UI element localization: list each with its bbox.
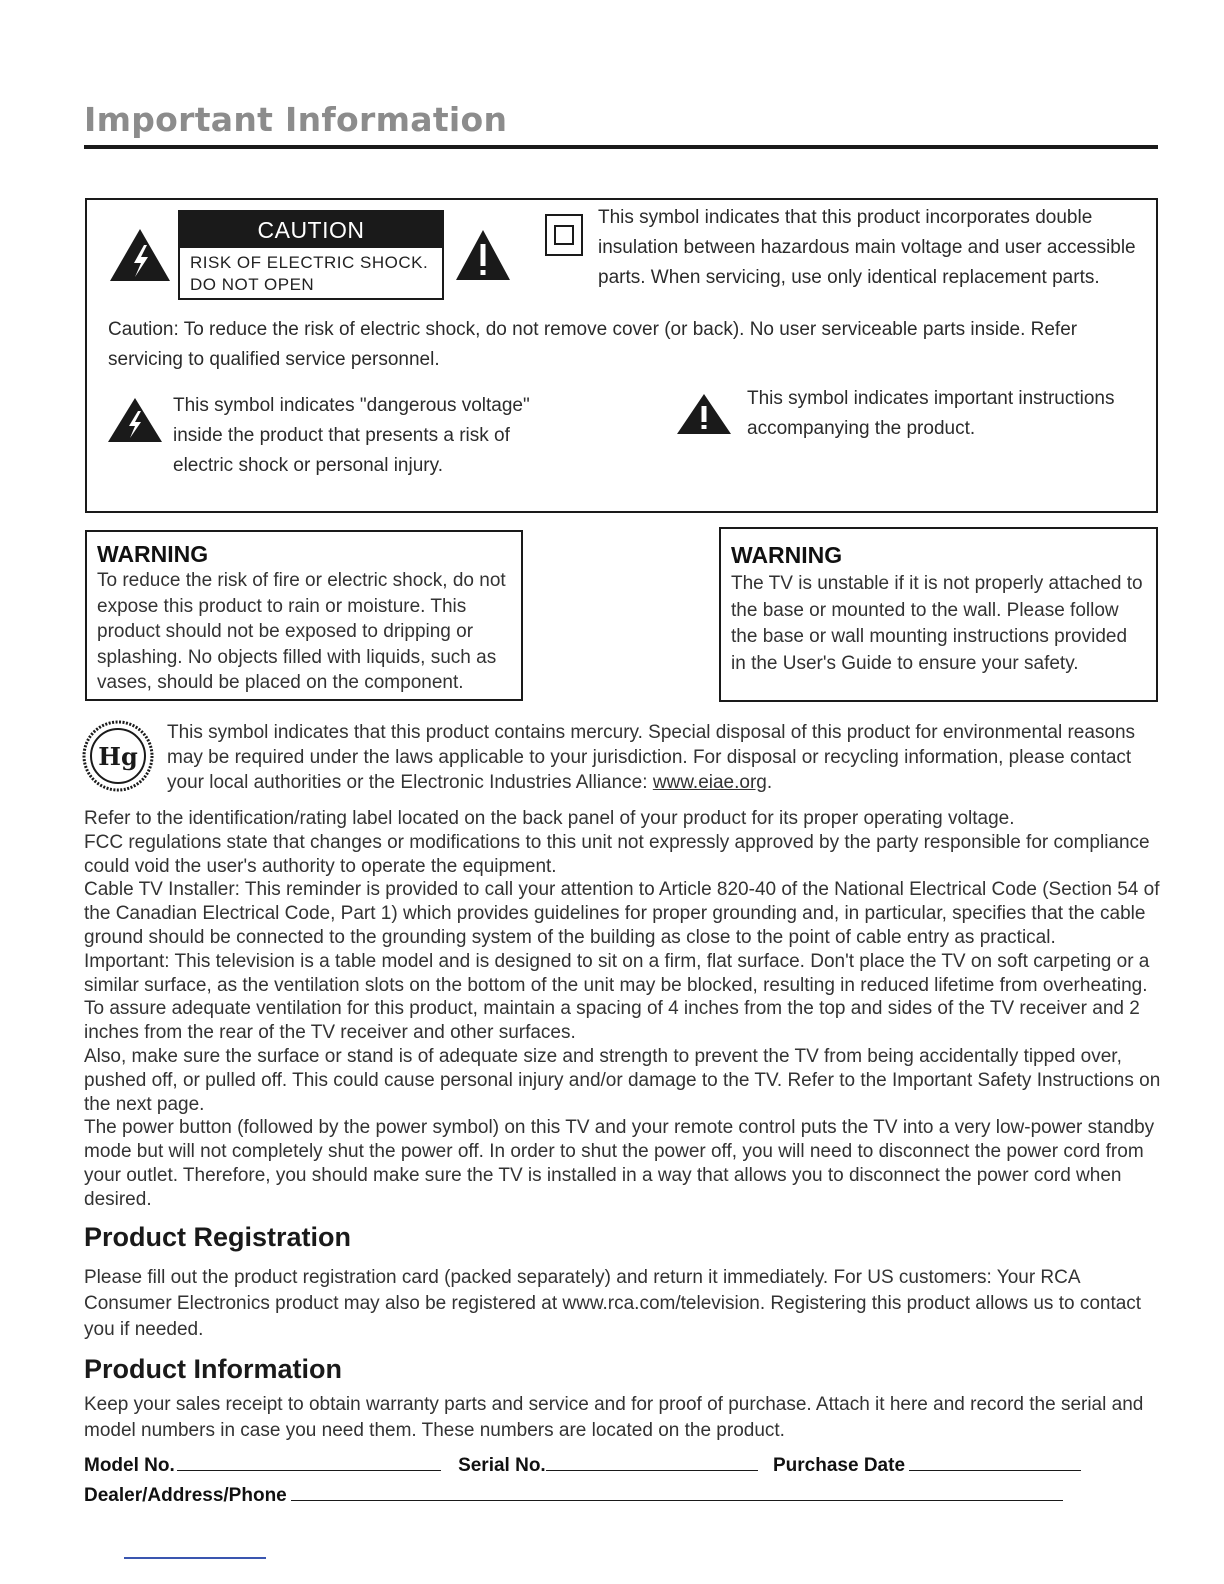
warning-title: WARNING [731,542,843,568]
caution-text: Caution: To reduce the risk of electric shock, do not remove cover (or back). No user serviceable parts inside. Refer servicing to qualified service personnel. [108,319,1078,370]
warning-box-right [719,527,1158,702]
lightning-warning-icon [108,227,172,283]
double-insulation-icon [545,214,583,256]
model-label: Model No. [84,1455,175,1476]
dealer-label: Dealer/Address/Phone [84,1485,287,1506]
lightning-warning-icon [107,397,163,443]
warning-body: The TV is unstable if it is not properly attached to the base or mounted to the wall. Please follow the base or wall mounting instructions provided in the User's Guide to ensure your safety. [731,573,1143,674]
paragraph: Refer to the identification/rating label located on the back panel of your product for its proper operating voltage. [84,808,1015,829]
caution-label-head: CAUTION [180,212,442,248]
caution-label [178,210,444,300]
information-text: Keep your sales receipt to obtain warranty parts and service and for proof of purchase. Attach it here and record the serial and model numbers in case you need them. These numbers are located on the product. [84,1394,1144,1441]
paragraph: Cable TV Installer: This reminder is provided to call your attention to Article 820-40 of the National Electrical Code (Section 54 of the Canadian Electrical Code, Part 1) which provides guidelines for proper grounding and, in particular, specifies that the cable ground should be connected to the grounding system of the building as close to the point of cable entry as practical. [84,879,1160,948]
warning-box-left [85,530,523,701]
caution-label-line-1: RISK OF ELECTRIC SHOCK. [190,253,429,272]
warning-title: WARNING [97,541,209,567]
serial-label: Serial No. [458,1455,546,1476]
dealer-field[interactable] [291,1483,1063,1501]
paragraph: FCC regulations state that changes or modifications to this unit not expressly approved by the party responsible for compliance could void the user's authority to operate the equipment. [84,831,1150,877]
body-paragraphs [84,807,1164,1212]
paragraph: Also, make sure the surface or stand is of adequate size and strength to prevent the TV from being accidentally tipped over, pushed off, or pulled off. This could cause personal injury and/or damage to the TV. Refer to the Important Safety Instructions on the next page. [84,1045,1161,1115]
caution-label-line-2: DO NOT OPEN [190,275,315,294]
dangerous-voltage-text: This symbol indicates "dangerous voltage" inside the product that presents a risk of electric shock or personal injury. [173,395,530,476]
information-heading: Product Information [84,1354,342,1384]
eiae-link[interactable]: www.eiae.org [652,772,767,793]
paragraph: Important: This television is a table model and is designed to sit on a firm, flat surface. Don't place the TV on soft carpeting or a similar surface, as the ventilation slots on the bottom of the unit may be blocked, resulting in reduced lifetime from overheating. To assure adequate ventilation for this product, maintain a spacing of 4 inches from the top and sides of the TV receiver and 2 inches from the rear of the TV receiver and other surfaces. [84,950,1150,1044]
important-instructions-text: This symbol indicates important instructions accompanying the product. [747,388,1115,439]
record-fields-row [84,1453,1081,1477]
footer-rule [124,1557,266,1559]
registration-text: Please fill out the product registration card (packed separately) and return it immediately. For US customers: Your RCA Consumer Electronics product may also be registered at www.rca.com/television. Registering this product allows us to contact you if needed. [84,1267,1142,1340]
paragraph: The power button (followed by the power symbol) on this TV and your remote control puts the TV into a very low-power standby mode but will not completely shut the power off. In order to shut the power off, you will need to disconnect the power cord from your outlet. Therefore, you should make sure the TV is installed in a way that allows you to disconnect the power cord when desired. [84,1117,1155,1210]
page-title: Important Information [84,100,508,139]
mercury-hg-icon [80,718,156,794]
mercury-description: This symbol indicates that this product contains mercury. Special disposal of this product for environmental reasons may be required under the laws applicable to your jurisdiction. For disposal or recycling information, please contact your local authorities or the Electronic Industries Alliance: [167,722,1136,793]
dealer-row [84,1483,1063,1507]
mercury-link-suffix: . [766,772,773,793]
registration-heading: Product Registration [84,1222,352,1252]
serial-field[interactable] [546,1453,758,1471]
double-insulation-text: This symbol indicates that this product incorporates double insulation between hazardous main voltage and user accessible parts. When servicing, use only identical replacement parts. [598,207,1136,288]
mercury-text [167,720,1162,795]
exclamation-warning-icon [676,393,732,435]
title-rule [84,145,1158,149]
exclamation-warning-icon [454,228,512,282]
purchase-date-field[interactable] [909,1453,1081,1471]
model-field[interactable] [177,1453,441,1471]
mercury-symbol: Hg [98,742,138,771]
warning-body: To reduce the risk of fire or electric shock, do not expose this product to rain or moisture. This product should not be exposed to dripping or splashing. No objects filled with liquids, such as vases, should be placed on the component. [97,570,506,693]
purchase-date-label: Purchase Date [773,1455,906,1476]
